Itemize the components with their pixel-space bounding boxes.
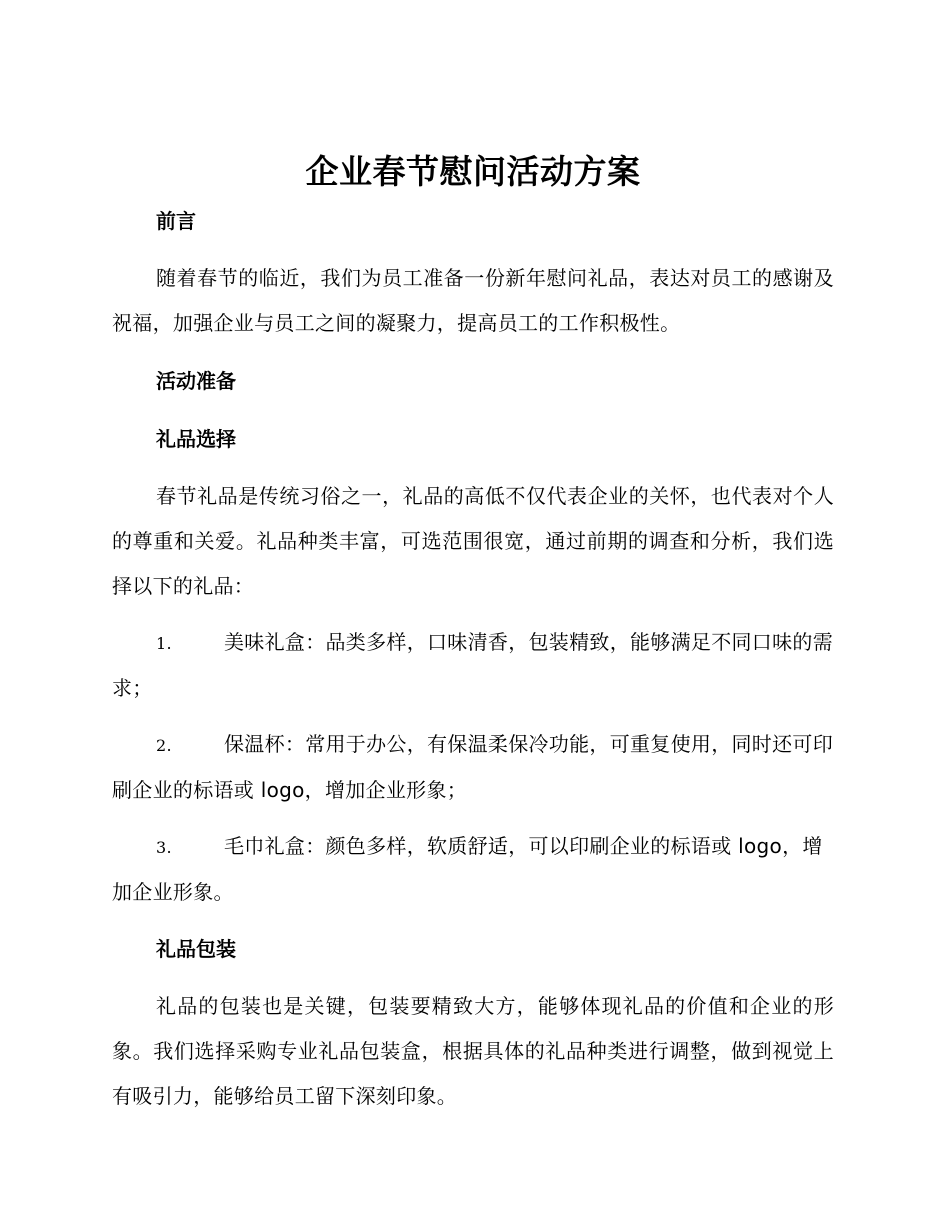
list-item-text: 保温杯：常用于办公，有保温柔保冷功能，可重复使用，同时还可印刷企业的标语或 logo，增加企业形象； <box>112 732 833 802</box>
list-item-number: 2. <box>156 736 172 755</box>
list-item-number: 1. <box>156 634 172 653</box>
heading-preface: 前言 <box>156 209 196 233</box>
paragraph-gift-selection: 春节礼品是传统习俗之一，礼品的高低不仅代表企业的关怀，也代表对个人的尊重和关爱。礼品种类丰富，可选范围很宽，通过前期的调查和分析，我们选择以下的礼品： <box>112 484 834 598</box>
paragraph-preface: 随着春节的临近，我们为员工准备一份新年慰问礼品，表达对员工的感谢及祝福，加强企业与员工之间的凝聚力，提高员工的工作积极性。 <box>112 266 834 335</box>
heading-gift-packaging: 礼品包装 <box>156 937 236 961</box>
list-item-number: 3. <box>156 838 172 857</box>
list-item <box>112 824 834 915</box>
heading-activity-preparation: 活动准备 <box>156 369 236 393</box>
list-item-text: 美味礼盒：品类多样，口味清香，包装精致，能够满足不同口味的需求； <box>112 630 833 700</box>
document-title: 企业春节慰问活动方案 <box>305 152 641 191</box>
heading-gift-selection: 礼品选择 <box>156 427 236 451</box>
list-item <box>112 620 834 711</box>
list-item-text: 毛巾礼盒：颜色多样，软质舒适，可以印刷企业的标语或 logo，增加企业形象。 <box>112 834 823 904</box>
paragraph-gift-packaging: 礼品的包装也是关键，包装要精致大方，能够体现礼品的价值和企业的形象。我们选择采购专业礼品包装盒，根据具体的礼品种类进行调整，做到视觉上有吸引力，能够给员工留下深刻印象。 <box>112 994 834 1108</box>
list-item <box>112 722 834 813</box>
